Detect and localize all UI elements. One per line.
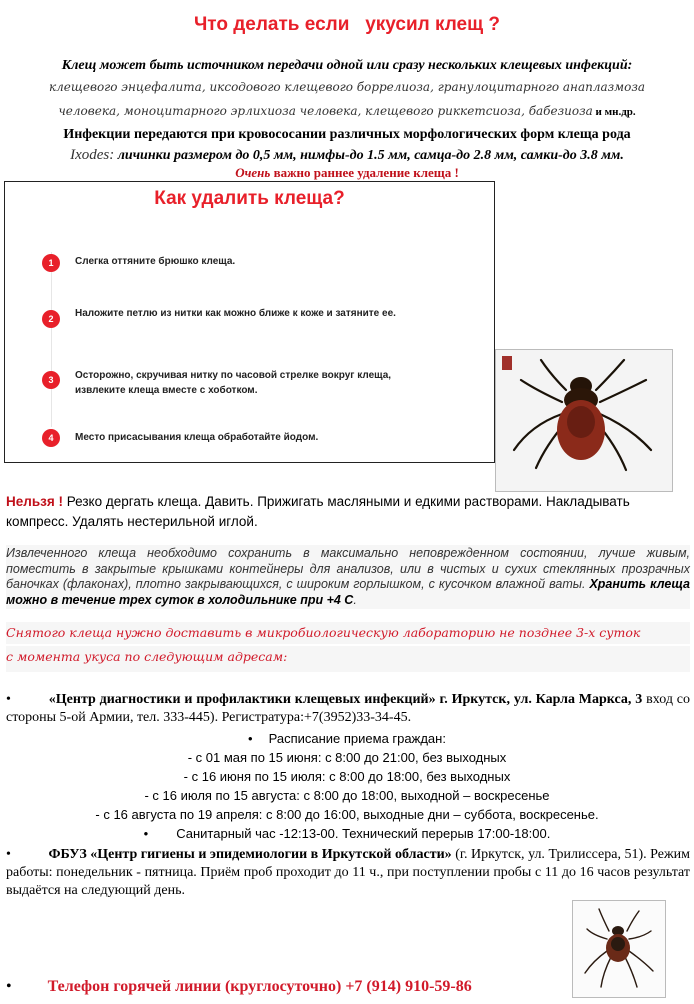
center1-name: «Центр диагностики и профилактики клещевых инфекций» г. Иркутск, ул. Карла Маркса, 3 [48, 692, 643, 707]
disease-list-1: клещевого энцефалита, иксодового клещевого боррелиоза, гранулоцитарного анаплазмоза [48, 80, 646, 94]
step-text-2: Наложите петлю из нитки как можно ближе к коже и затяните ее. [75, 308, 396, 319]
bullet-5: • [6, 978, 12, 995]
center1-paragraph [6, 691, 690, 727]
center2-name: ФБУЗ «Центр гигиены и эпидемиологии в Иркутской области» [48, 847, 452, 862]
tick-photo-large [495, 349, 673, 492]
tick-photo-small [572, 900, 666, 998]
forbidden-paragraph [6, 492, 690, 532]
storage-paragraph [6, 545, 690, 609]
center1-rest: вход со стороны 5-ой Армии, тел. 333-445). Регистратура:+7(3952)33-34-45. [6, 692, 691, 725]
tick-sizes-text: личинки размером до 0,5 мм, нимфы-до 1.5 мм, самца-до 2.8 мм, самки-до 3.8 мм. [114, 148, 624, 163]
break-text: Санитарный час -12:13-00. Технический перерыв 17:00-18:00. [176, 826, 551, 841]
center2-paragraph [6, 846, 690, 900]
intro-line: Клещ может быть источником передачи одной или сразу нескольких клещевых инфекций: [61, 58, 633, 73]
step-number-2: 2 [42, 310, 60, 328]
storage-text: Извлеченного клеща необходимо сохранить в максимально неповрежденном состоянии, лучше живым, поместить в закрытые крышками контейнеры для анализов, или в чистых и сухих стеклянных прозрачных баночках (флаконах), плотно закрывающихся, с широким горлышком, с кусочком влажной ваты. [6, 546, 690, 591]
step-number-3: 3 [42, 371, 60, 389]
step-number-1: 1 [42, 254, 60, 272]
urgent-note [0, 165, 694, 181]
ixodes-label: Ixodes: [70, 147, 115, 163]
schedule-line-1: - с 01 мая по 15 июня: с 8:00 до 21:00, без выходных [187, 750, 507, 765]
forbidden-text: Резко дергать клеща. Давить. Прижигать масляными и едкими растворами. Накладывать компресс. Удалять нестерильной иглой. [6, 494, 630, 529]
removal-card [4, 181, 495, 463]
schedule-line-3: - с 16 июля по 15 августа: с 8:00 до 18:00, выходной – воскресенье [144, 788, 550, 803]
steps-line [51, 252, 52, 427]
urgent-b: важно раннее удаление клеща ! [270, 165, 459, 180]
disease-list-2 [0, 104, 694, 118]
step-text-4: Место присасывания клеща обработайте йодом. [75, 432, 319, 443]
disease-list-2-end: и мн.др. [592, 106, 636, 118]
delivery-line-2: с момента укуса по следующим адресам: [6, 646, 690, 672]
storage-bold: Хранить клеща можно в течение трех суток в холодильнике при +4 С [6, 577, 690, 607]
urgent-a: Очень [235, 165, 271, 180]
storage-end: . [353, 592, 357, 607]
schedule-title: Расписание приема граждан: [268, 731, 446, 746]
bullet-3: • [143, 826, 149, 841]
disease-list-2-text: человека, моноцитарного эрлихиоза человека, клещевого риккетсиоза, бабезиоза [58, 104, 593, 118]
step-text-3: Осторожно, скручивая нитку по часовой стрелке вокруг клеща, извлеките клеща вместе с хоботком. [75, 370, 392, 396]
hotline-text: Телефон горячей линии (круглосуточно) +7 (914) 910-59-86 [47, 978, 472, 995]
schedule-break [0, 826, 694, 841]
center2-rest: (г. Иркутск, ул. Трилиссера, 51). Режим работы: понедельник - пятница. Приём проб проходит до 11 ч., при поступлении пробы с 11 до 16 часов результат выдаётся на следующий день. [6, 847, 691, 898]
card-title: Как удалить клеща? [154, 188, 345, 209]
step-number-4: 4 [42, 429, 60, 447]
bullet-4: • [6, 847, 11, 862]
page-title: Что делать если укусил клещ ? [193, 14, 501, 35]
schedule-line-4: - с 16 августа по 19 апреля: с 8:00 до 16:00, выходные дни – суббота, воскресенье. [95, 807, 599, 822]
step-text-1: Слегка оттяните брюшко клеща. [75, 256, 236, 267]
forbidden-label: Нельзя ! [6, 494, 63, 509]
schedule-line-2: - с 16 июня по 15 июля: с 8:00 до 18:00, без выходных [183, 769, 511, 784]
delivery-line-1: Снятого клеща нужно доставить в микробиологическую лабораторию не позднее 3-х суток [6, 622, 690, 644]
tick-sizes [0, 146, 694, 164]
tick-icon [496, 350, 672, 491]
infection-info: Инфекции передаются при кровососании различных морфологических форм клеща рода [63, 127, 631, 142]
schedule-header [0, 731, 694, 746]
bullet-2: • [248, 731, 253, 746]
tick-small-icon [573, 901, 665, 997]
hotline [6, 978, 574, 996]
bullet-1: • [6, 692, 11, 707]
